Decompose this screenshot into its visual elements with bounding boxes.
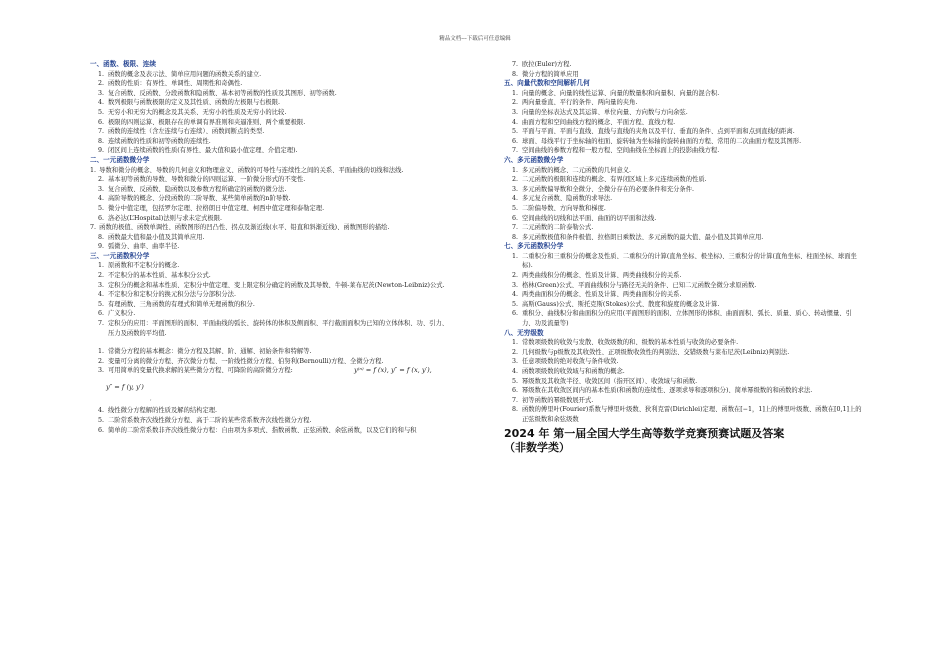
- item-number: 3.: [97, 281, 104, 289]
- item-text: 高斯(Gauss)公式、斯托克斯(Stokes)公式、散度和旋度的概念及计算.: [522, 300, 720, 308]
- item-number: 5.: [97, 417, 104, 424]
- item-text: 二元函数的二阶泰勒公式.: [522, 224, 594, 232]
- item-number: 3.: [97, 185, 104, 193]
- item-number: 3.: [511, 185, 518, 193]
- item-text: 函数的极值、函数单调性、函数图形的凹凸性、拐点及渐近线(水平、铅直和斜渐近线)、函数图形的描绘.: [99, 224, 390, 232]
- list-item: [504, 367, 862, 377]
- list-item: [90, 194, 450, 204]
- item-number: 1.: [511, 339, 518, 347]
- item-text: 常微分方程的基本概念：微分方程及其解、阶、通解、初始条件和特解等.: [108, 348, 312, 356]
- item-number: 8.: [97, 137, 104, 145]
- watermark-text: 精品文档---下载后可任意编辑: [439, 36, 511, 42]
- item-number: 8.: [511, 233, 518, 241]
- item-text: 任意项级数的绝对收敛与条件收敛.: [522, 358, 619, 366]
- item-number: 6.: [97, 118, 104, 126]
- list-item: [504, 223, 862, 233]
- item-number: 2.: [511, 176, 518, 184]
- list-item: [90, 127, 450, 137]
- section-list: [504, 60, 862, 79]
- list-item: [90, 223, 450, 233]
- item-text: 球面、母线平行于坐标轴的柱面、旋转轴为坐标轴的旋转曲面的方程、常用的二次曲面方程及其图形.: [522, 137, 802, 145]
- list-item: [90, 98, 450, 108]
- list-item: [90, 406, 450, 416]
- list-item-with-formula: [90, 366, 450, 406]
- item-number: 6.: [97, 310, 104, 318]
- item-text: 平面与平面、平面与直线、直线与直线的夹角以及平行、垂直的条件、点到平面和点到直线的距离.: [522, 128, 795, 136]
- list-item: [504, 338, 862, 348]
- item-number: 4.: [97, 291, 104, 299]
- item-text: 不定积分的基本性质、基本积分公式.: [108, 272, 211, 280]
- item-text: 二重积分和三重积分的概念及性质、二重积分的计算(直角坐标、极坐标)、三重积分的计算(直角坐标、柱面坐标、球面坐标).: [522, 252, 857, 270]
- item-text: 多元函数偏导数和全微分、全微分存在的必要条件和充分条件.: [522, 185, 695, 193]
- section-list: [90, 166, 450, 252]
- section-title: 七、多元函数积分学: [504, 242, 564, 251]
- item-text: 定积分的概念和基本性质、定积分中值定理、变上限定积分确定的函数及其导数、牛顿-莱布尼茨(Newton-Leibniz)公式.: [108, 281, 445, 289]
- list-item: [504, 108, 862, 118]
- item-text: 线性微分方程解的性质及解的结构定理.: [108, 407, 218, 415]
- section-list: [504, 338, 862, 424]
- section-title: 六、多元函数微分学: [504, 155, 564, 164]
- list-item: [504, 300, 862, 310]
- section-title: 八、无穷级数: [504, 328, 544, 337]
- section-list: [90, 261, 450, 338]
- item-number: 3.: [97, 89, 104, 97]
- list-item: [504, 405, 862, 424]
- list-item: [504, 271, 862, 281]
- item-text: 格林(Green)公式、平面曲线积分与路径无关的条件、已知二元函数全微分求原函数.: [522, 281, 757, 289]
- item-number: 1.: [97, 70, 104, 78]
- item-number: 6.: [97, 214, 104, 222]
- item-text: 微分中值定理，包括罗尔定理、拉格朗日中值定理、柯西中值定理和泰勒定理.: [108, 204, 325, 212]
- item-text: 洛必达(L’Hospital)法则与求未定式极限.: [108, 214, 223, 222]
- list-item: [90, 416, 450, 426]
- section-title: 一、函数、极限、连续: [90, 60, 156, 68]
- item-number: 4.: [511, 368, 518, 375]
- item-text: 向量的概念、向量的线性运算、向量的数量积和向量积、向量的混合积.: [522, 89, 720, 97]
- item-number: 9.: [97, 243, 104, 251]
- item-text: 幂级数及其收敛半径、收敛区间（指开区间）、收敛域与和函数.: [522, 377, 698, 385]
- item-number: 5.: [97, 108, 104, 116]
- item-number: 2.: [511, 99, 518, 107]
- item-text: 导数和微分的概念、导数的几何意义和物理意义、函数的可导性与连续性之间的关系、平面曲线的切线和法线.: [99, 166, 404, 174]
- item-number: 4.: [511, 291, 518, 299]
- list-item: [90, 70, 450, 80]
- item-number: 2.: [97, 357, 104, 365]
- item-text: 可用简单的变量代换求解的某些微分方程、可降阶的高阶微分方程:: [108, 367, 293, 375]
- item-number: 4.: [511, 118, 518, 126]
- list-item: [90, 233, 450, 243]
- item-number: 2.: [97, 80, 104, 88]
- item-number: 5.: [511, 128, 518, 136]
- item-number: 4.: [97, 99, 104, 107]
- list-item: [504, 70, 862, 80]
- item-text: 常数项级数的收敛与发散、收敛级数的和、级数的基本性质与收敛的必要条件.: [522, 339, 739, 347]
- list-item: [90, 281, 450, 291]
- item-number: 3.: [511, 108, 518, 116]
- item-number: 1.: [97, 262, 104, 270]
- list-item: [504, 281, 862, 291]
- item-text: 函数的性质：有界性、单调性、周期性和奇偶性.: [108, 80, 243, 88]
- item-number: 8.: [97, 233, 104, 241]
- list-item: [90, 426, 450, 436]
- item-text: 定积分的应用：平面图形的面积、平面曲线的弧长、旋转体的体积及侧面积、平行截面面积为已知的立体体积、功、引力、压力及函数的平均值.: [108, 320, 449, 337]
- item-number: 2.: [511, 348, 518, 356]
- list-item: [90, 261, 450, 271]
- item-text: 极限的四则运算、极限存在的单调有界准则和夹逼准则、两个重要极限.: [108, 118, 306, 126]
- item-text: 二元函数的极限和连续的概念、有界闭区域上多元连续函数的性质.: [522, 176, 707, 184]
- section-list: [504, 252, 862, 329]
- item-number: 5.: [511, 300, 518, 308]
- list-item: [504, 146, 862, 156]
- item-number: 1.: [90, 166, 97, 174]
- item-text: 原函数和不定积分的概念.: [108, 262, 180, 270]
- item-number: 6.: [511, 387, 518, 395]
- item-number: 7.: [511, 61, 518, 68]
- item-text: 复合函数、反函数、隐函数以及参数方程所确定的函数的微分法.: [108, 185, 287, 193]
- list-item: [504, 127, 862, 137]
- item-number: 1.: [511, 252, 518, 260]
- exam-subtitle: （非数学类）: [504, 440, 570, 454]
- list-item: [90, 300, 450, 310]
- list-item: [90, 242, 450, 252]
- item-number: 8.: [511, 406, 518, 414]
- item-number: 1.: [511, 89, 518, 97]
- item-text: 幂级数在其收敛区间内的基本性质(和函数的连续性、逐项求导和逐项积分)、简单幂级数的和函数的求法.: [522, 387, 813, 395]
- section-list: [90, 70, 450, 156]
- list-item: [504, 98, 862, 108]
- list-item: [504, 309, 862, 328]
- item-text: 空间曲线的参数方程和一般方程、空间曲线在坐标面上的投影曲线方程.: [522, 147, 720, 155]
- item-text: 曲面方程和空间曲线方程的概念、平面方程、直线方程.: [522, 118, 676, 126]
- left-column: [90, 60, 450, 435]
- list-item: [90, 185, 450, 195]
- section-list: [504, 89, 862, 156]
- section-list: [504, 166, 862, 243]
- item-number: 6.: [511, 137, 518, 145]
- item-text: 简单的二阶常系数非齐次线性微分方程：自由项为多项式、指数函数、正弦函数、余弦函数，以及它们的和与积: [108, 426, 417, 434]
- item-text: 函数的连续性（含左连续与右连续）、函数间断点的类型.: [108, 128, 265, 136]
- item-text: 有理函数、三角函数的有理式和简单无理函数的积分.: [108, 300, 255, 308]
- item-text: 向量的坐标表达式及其运算、单位向量、方向数与方向余弦.: [522, 108, 688, 116]
- item-number: 5.: [97, 204, 104, 212]
- item-text: 微分方程的简单应用: [522, 70, 579, 78]
- list-item: [90, 357, 450, 367]
- item-number: 3.: [511, 358, 518, 366]
- list-item: [90, 146, 450, 156]
- list-item: [504, 386, 862, 396]
- formula: y″ = f (y, y′): [106, 383, 144, 392]
- item-number: 7.: [511, 224, 518, 232]
- exam-title: 2024 年 第一届全国大学生高等数学竞赛预赛试题及答案: [504, 426, 785, 440]
- list-item: [504, 166, 862, 176]
- item-text: 多元函数的概念、二元函数的几何意义.: [522, 166, 632, 174]
- item-text: 函数项级数的收敛域与和函数的概念.: [522, 368, 625, 375]
- item-number: 4.: [97, 407, 104, 415]
- item-number: 5.: [511, 204, 518, 212]
- item-number: 1.: [511, 166, 518, 174]
- item-text: 两类曲线积分的概念、性质及计算、两类曲线积分的关系.: [522, 272, 682, 280]
- item-text: 无穷小和无穷大的概念及其关系、无穷小的性质及无穷小的比较.: [108, 108, 287, 116]
- item-text: 基本初等函数的导数、导数和微分的四则运算、一阶微分形式的不变性.: [108, 176, 306, 184]
- item-number: 8.: [511, 70, 518, 78]
- list-item: [504, 290, 862, 300]
- formula: y⁽ⁿ⁾ = f (x), y″ = f (x, y′),: [354, 366, 432, 375]
- item-text: 函数最大值和最小值及其简单应用.: [108, 233, 205, 241]
- list-item: [90, 347, 450, 357]
- right-column: [504, 60, 862, 455]
- section-gap: [90, 338, 450, 347]
- item-number: 2.: [97, 176, 104, 184]
- item-number: 7.: [511, 396, 518, 404]
- list-item: [504, 89, 862, 99]
- list-item: [504, 60, 862, 70]
- list-item: [504, 185, 862, 195]
- item-text: 几何级数与p级数及其收敛性、正项级数收敛性的判别法、交错级数与莱布尼茨(Leibniz)判别法.: [522, 348, 790, 356]
- list-item: [504, 214, 862, 224]
- item-number: 4.: [511, 195, 518, 203]
- item-number: 4.: [97, 195, 104, 203]
- item-text: 广义积分.: [108, 310, 136, 318]
- item-number: 6.: [511, 310, 518, 318]
- list-item: [90, 89, 450, 99]
- item-number: 5.: [511, 377, 518, 385]
- list-item: [90, 214, 450, 224]
- item-text: 闭区间上连续函数的性质(有界性、最大值和最小值定理、介值定理).: [108, 147, 298, 155]
- list-item: [90, 175, 450, 185]
- section-title: 三、一元函数积分学: [90, 251, 150, 260]
- list-item: [90, 204, 450, 214]
- list-item: [504, 348, 862, 358]
- section-title: 五、向量代数和空间解析几何: [504, 79, 590, 88]
- item-number: 2.: [97, 272, 104, 280]
- list-item: [504, 233, 862, 243]
- item-text: 多元函数极值和条件极值、拉格朗日乘数法、多元函数的最大值、最小值及其简单应用.: [522, 233, 764, 241]
- section-list: [90, 347, 450, 366]
- item-text: 重积分、曲线积分和曲面积分的应用(平面图形的面积、立体图形的体积、曲面面积、弧长、质量、质心、转动惯量、引力、功及流量等): [522, 310, 852, 328]
- list-item: [504, 118, 862, 128]
- list-item: [90, 290, 450, 300]
- item-number: 3.: [97, 367, 104, 375]
- item-text: 二阶常系数齐次线性微分方程、高于二阶的某些常系数齐次线性微分方程.: [108, 417, 312, 424]
- section-title: 二、一元函数微分学: [90, 155, 150, 164]
- list-item: [90, 79, 450, 89]
- item-text: 复合函数、反函数、分段函数和隐函数、基本初等函数的性质及其图形、初等函数.: [108, 89, 337, 97]
- item-text: 高阶导数的概念、分段函数的二阶导数、某些简单函数的n阶导数.: [108, 195, 291, 203]
- list-item: [504, 137, 862, 147]
- list-item: [90, 118, 450, 128]
- item-text: 弧微分、曲率、曲率半径.: [108, 243, 180, 251]
- item-text: 数列极限与函数极限的定义及其性质、函数的左极限与右极限.: [108, 99, 281, 107]
- list-item: [504, 377, 862, 387]
- list-item: [90, 309, 450, 319]
- item-number: 5.: [97, 300, 104, 308]
- item-number: 6.: [511, 214, 518, 222]
- item-number: 7.: [511, 147, 518, 155]
- item-number: 7.: [97, 320, 104, 328]
- item-text: 函数的概念及表示法、简单应用问题的函数关系的建立.: [108, 70, 262, 78]
- list-item: [90, 108, 450, 118]
- item-number: 3.: [511, 281, 518, 289]
- item-text: 空间曲线的切线和法平面、曲面的切平面和法线.: [522, 214, 657, 222]
- item-number: 6.: [97, 426, 104, 434]
- item-text: 变量可分离的微分方程、齐次微分方程、一阶线性微分方程、伯努利(Bernoulli)方程、全微分方程.: [108, 357, 384, 365]
- formula-punctuation: ,: [150, 396, 152, 403]
- item-text: 两向量垂直、平行的条件、两向量的夹角.: [522, 99, 638, 107]
- item-text: 初等函数的幂级数展开式.: [522, 396, 594, 404]
- item-text: 多元复合函数、隐函数的求导法.: [522, 195, 613, 203]
- item-number: 7.: [90, 224, 97, 232]
- item-number: 2.: [511, 272, 518, 280]
- list-item: [504, 204, 862, 214]
- item-text: 连续函数的性质和初等函数的连续性.: [108, 137, 211, 145]
- list-item: [504, 252, 862, 271]
- item-text: 不定积分和定积分的换元积分法与分部积分法.: [108, 291, 236, 299]
- list-item: [504, 357, 862, 367]
- item-number: 7.: [97, 128, 104, 136]
- item-text: 二阶偏导数、方向导数和梯度.: [522, 204, 606, 212]
- section-list: [90, 406, 450, 435]
- item-text: 两类曲面积分的概念、性质及计算、两类曲面积分的关系.: [522, 291, 682, 299]
- list-item: [90, 166, 450, 176]
- item-number: 9.: [97, 147, 104, 155]
- list-item: [90, 271, 450, 281]
- item-number: 1.: [97, 348, 104, 356]
- list-item: [504, 175, 862, 185]
- list-item: [504, 194, 862, 204]
- list-item: [90, 137, 450, 147]
- item-text: 欧拉(Euler)方程.: [522, 61, 572, 68]
- item-text: 函数的傅里叶(Fourier)系数与傅里叶级数、狄利克雷(Dirichlei)定理、函数在[−1，1]上的傅里叶级数、函数在[0,1]上的正弦级数和余弦级数: [522, 406, 862, 423]
- list-item: [504, 396, 862, 406]
- list-item: [90, 319, 450, 338]
